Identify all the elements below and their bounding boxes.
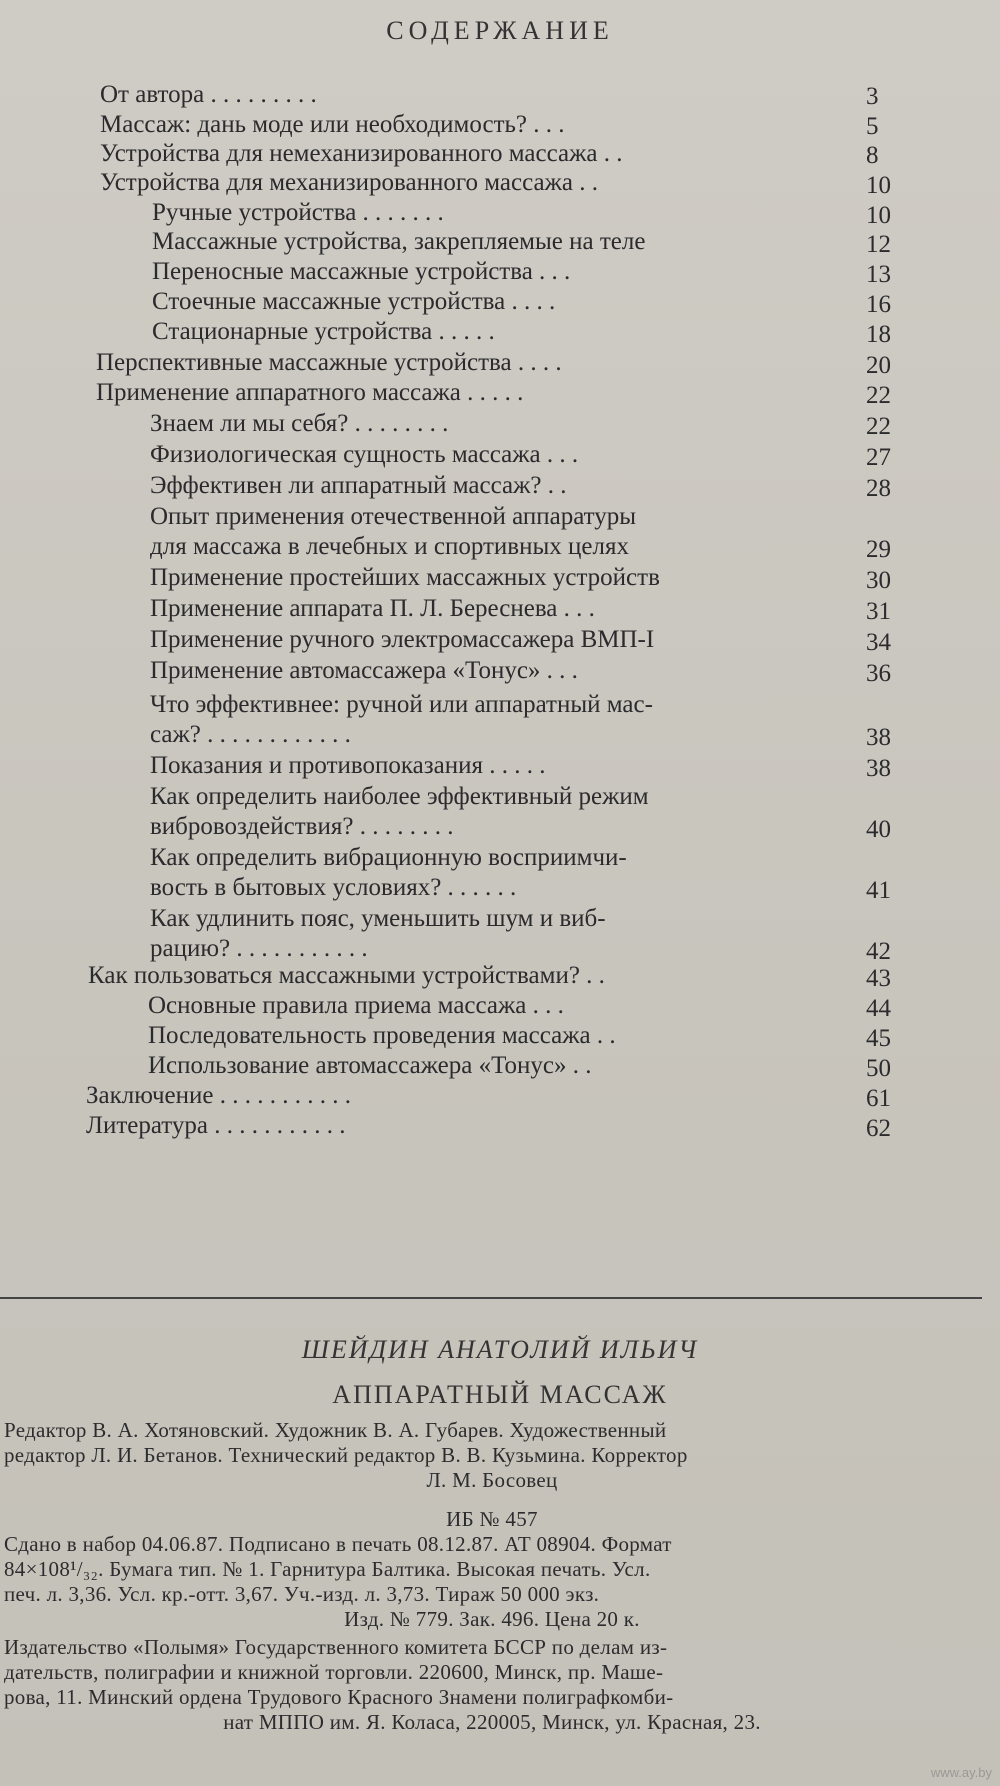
toc-page-number: 16 [866, 291, 891, 318]
toc-entry-text: Массаж: дань моде или необходимость? . . . [100, 111, 565, 138]
imprint-line: рова, 11. Минский ордена Трудового Красного Знамени полиграфкомби- [4, 1685, 674, 1709]
imprint-title: АППАРАТНЫЙ МАССАЖ [332, 1380, 668, 1409]
toc-entry-text: Применение аппарата П. Л. Береснева . . . [150, 595, 595, 622]
toc-page-number: 42 [866, 938, 891, 965]
toc-page-number: 22 [866, 413, 891, 440]
toc-entry-text: Перспективные массажные устройства . . . . [96, 349, 562, 376]
toc-entry-text: Применение аппаратного массажа . . . . . [96, 379, 524, 406]
toc-heading: СОДЕРЖАНИЕ [386, 16, 614, 45]
toc-entry-text: Использование автомассажера «Тонус» . . [148, 1052, 592, 1079]
toc-entry-text: Массажные устройства, закрепляемые на теле [152, 228, 646, 255]
toc-page-number: 41 [866, 877, 891, 904]
toc-page-number: 38 [866, 724, 891, 751]
imprint-line: нат МППО им. Я. Коласа, 220005, Минск, ул. Красная, 23. [223, 1710, 761, 1734]
toc-entry-text: рацию? . . . . . . . . . . . [150, 935, 368, 962]
imprint-line: 84×108¹/₃₂. Бумага тип. № 1. Гарнитура Балтика. Высокая печать. Усл. [4, 1557, 651, 1581]
toc-page-number: 62 [866, 1115, 891, 1142]
toc-entry-text: Применение автомассажера «Тонус» . . . [150, 657, 578, 684]
toc-entry-text: Последовательность проведения массажа . . [148, 1022, 616, 1049]
toc-page-number: 12 [866, 231, 891, 258]
toc-page-number: 30 [866, 567, 891, 594]
toc-entry-text: Стоечные массажные устройства . . . . [152, 288, 556, 315]
imprint-line: Редактор В. А. Хотяновский. Художник В. А. Губарев. Художественный [4, 1418, 667, 1442]
toc-page-number: 3 [866, 83, 879, 110]
toc-page-number: 29 [866, 536, 891, 563]
toc-entry-text: От автора . . . . . . . . . [100, 81, 317, 108]
toc-entry-text: Переносные массажные устройства . . . [152, 258, 571, 285]
toc-entry-text: Опыт применения отечественной аппаратуры [150, 503, 637, 530]
toc-entry-text: Ручные устройства . . . . . . . [152, 199, 444, 226]
toc-page-number: 43 [866, 965, 891, 992]
toc-entry-text: для массажа в лечебных и спортивных целях [150, 533, 629, 560]
toc-entry-text: Применение ручного электромассажера ВМП-I [150, 626, 655, 653]
imprint-line: редактор Л. И. Бетанов. Технический редактор В. В. Кузьмина. Корректор [4, 1443, 688, 1467]
toc-page-number: 44 [866, 995, 891, 1022]
toc-page-number: 31 [866, 598, 891, 625]
toc-page-number: 20 [866, 352, 891, 379]
imprint-line: Л. М. Босовец [426, 1468, 558, 1492]
toc-entry-text: Заключение . . . . . . . . . . . [86, 1082, 351, 1109]
toc-entry-text: Как определить вибрационную восприимчи- [150, 844, 627, 871]
imprint-line: ИБ № 457 [446, 1507, 538, 1531]
imprint-line: Изд. № 779. Зак. 496. Цена 20 к. [344, 1607, 640, 1631]
toc-page-number: 18 [866, 321, 891, 348]
imprint-line: печ. л. 3,36. Усл. кр.-отт. 3,67. Уч.-изд. л. 3,73. Тираж 50 000 экз. [4, 1582, 600, 1606]
toc-entry-text: Что эффективнее: ручной или аппаратный мас- [150, 691, 653, 718]
toc-page-number: 50 [866, 1055, 891, 1082]
toc-page-number: 28 [866, 475, 891, 502]
toc-page-number: 40 [866, 816, 891, 843]
toc-entry-text: Устройства для немеханизированного массажа . . [100, 140, 623, 167]
imprint-line: дательств, полиграфии и книжной торговли. 220600, Минск, пр. Маше- [4, 1660, 664, 1684]
toc-entry-text: Как определить наиболее эффективный режим [150, 783, 649, 810]
toc-page-number: 13 [866, 261, 891, 288]
toc-entry-text: Как удлинить пояс, уменьшить шум и виб- [150, 905, 606, 932]
toc-entry-text: Стационарные устройства . . . . . [152, 318, 495, 345]
toc-entry-text: вость в бытовых условиях? . . . . . . [150, 874, 517, 901]
imprint-line: Сдано в набор 04.06.87. Подписано в печать 08.12.87. АТ 08904. Формат [4, 1532, 672, 1556]
toc-entry-text: Физиологическая сущность массажа . . . [150, 441, 579, 468]
toc-entry-text: Показания и противопоказания . . . . . [150, 752, 546, 779]
toc-entry-text: саж? . . . . . . . . . . . . [150, 721, 351, 748]
toc-entry-text: Эффективен ли аппаратный массаж? . . [150, 472, 567, 499]
toc-entry-text: вибровоздействия? . . . . . . . . [150, 813, 454, 840]
toc-entry-text: Знаем ли мы себя? . . . . . . . . [150, 410, 449, 437]
toc-entry-text: Литература . . . . . . . . . . . [86, 1112, 346, 1139]
toc-entry-text: Как пользоваться массажными устройствами? . . [88, 962, 605, 989]
toc-page-number: 8 [866, 142, 879, 169]
toc-entry-text: Устройства для механизированного массажа . . [100, 169, 598, 196]
toc-page-number: 22 [866, 382, 891, 409]
toc-page-number: 45 [866, 1025, 891, 1052]
toc-entry-text: Применение простейших массажных устройств [150, 564, 660, 591]
site-watermark: www.ay.by [930, 1765, 992, 1780]
toc-page-number: 27 [866, 444, 891, 471]
toc-page-number: 10 [866, 202, 891, 229]
toc-page-number: 61 [866, 1085, 891, 1112]
toc-page-number: 5 [866, 113, 879, 140]
section-divider [0, 1297, 982, 1299]
toc-page-number: 38 [866, 755, 891, 782]
imprint-author: ШЕЙДИН АНАТОЛИЙ ИЛЬИЧ [301, 1335, 699, 1364]
toc-page-number: 34 [866, 629, 891, 656]
imprint-line: Издательство «Полымя» Государственного комитета БССР по делам из- [4, 1635, 668, 1659]
toc-entry-text: Основные правила приема массажа . . . [148, 992, 564, 1019]
toc-page-number: 36 [866, 660, 891, 687]
toc-page-number: 10 [866, 172, 891, 199]
